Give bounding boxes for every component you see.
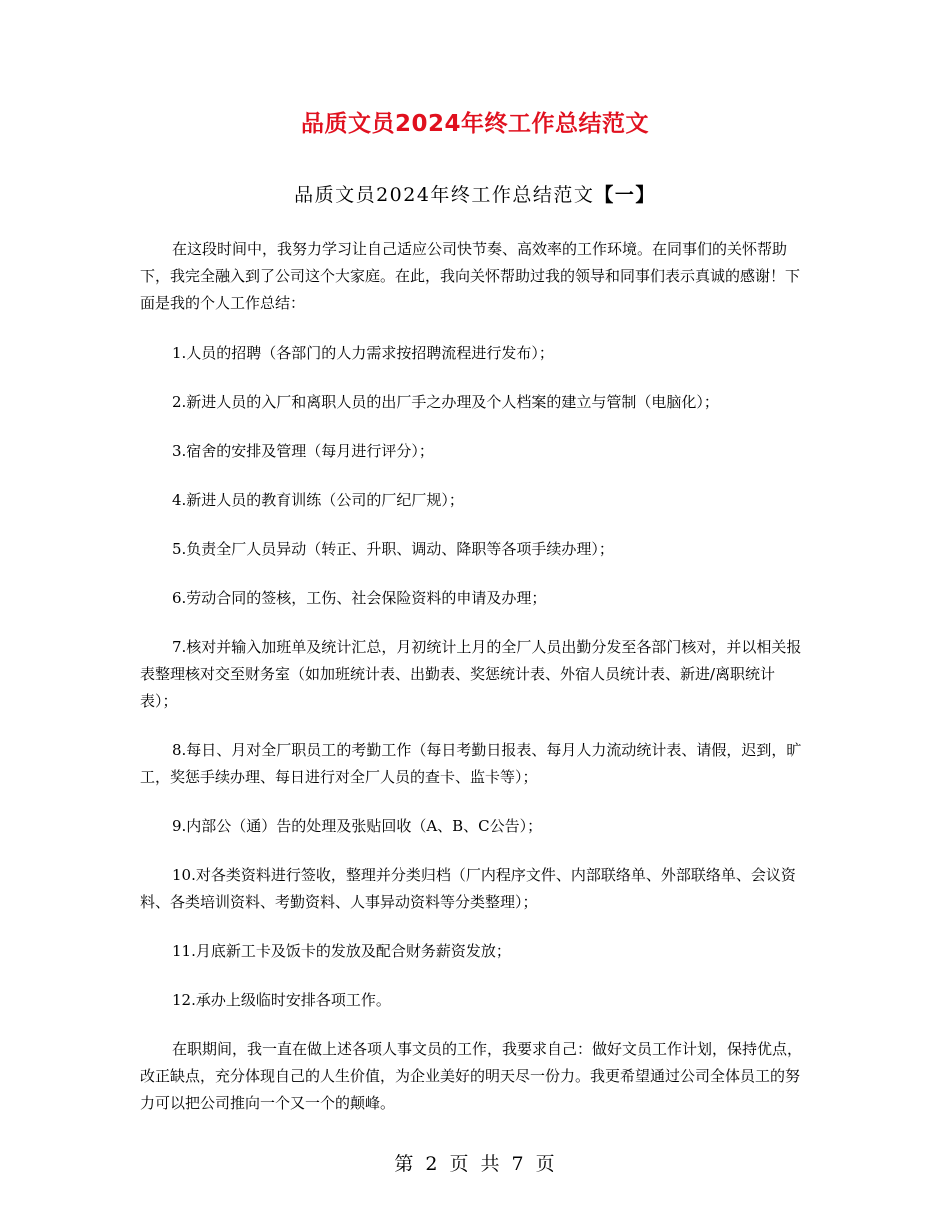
list-item-1: 1.人员的招聘（各部门的人力需求按招聘流程进行发布）； <box>172 344 554 362</box>
list-item-3: 3.宿舍的安排及管理（每月进行评分）； <box>172 442 434 460</box>
document-body <box>140 236 812 1139</box>
section-heading-number: 【一】 <box>594 184 656 206</box>
list-item-10: 10.对各类资料进行签收，整理并分类归档（厂内程序文件、内部联络单、外部联络单、会议资料、各类培训资料、考勤资料、人事异动资料等分类整理）； <box>140 866 796 911</box>
section-heading-text: 品质文员2024年终工作总结范文 <box>294 184 595 206</box>
page-number-footer: 第 2 页 共 7 页 <box>394 1153 556 1175</box>
closing-paragraph: 在职期间，我一直在做上述各项人事文员的工作，我要求自己：做好文员工作计划，保持优点，改正缺点，充分体现自己的人生价值，为企业美好的明天尽一份力。我更希望通过公司全体员工的努力可以把公司推向一个又一个的颠峰。 <box>140 1040 803 1112</box>
list-item-5: 5.负责全厂人员异动（转正、升职、调动、降职等各项手续办理）； <box>172 540 614 558</box>
list-item-12: 12.承办上级临时安排各项工作。 <box>172 991 391 1009</box>
list-item-7: 7.核对并输入加班单及统计汇总，月初统计上月的全厂人员出勤分发至各部门核对，并以相关报表整理核对交至财务室（如加班统计表、出勤表、奖惩统计表、外宿人员统计表、新进/离职统计表）； <box>140 638 802 710</box>
list-item-4: 4.新进人员的教育训练（公司的厂纪厂规）； <box>172 491 464 509</box>
list-item-8: 8.每日、月对全厂职员工的考勤工作（每日考勤日报表、每月人力流动统计表、请假，迟到，旷工，奖惩手续办理、每日进行对全厂人员的查卡、监卡等）； <box>140 741 802 786</box>
section-heading <box>0 180 950 210</box>
intro-paragraph: 在这段时间中，我努力学习让自己适应公司快节奏、高效率的工作环境。在同事们的关怀帮助下，我完全融入到了公司这个大家庭。在此，我向关怀帮助过我的领导和同事们表示真诚的感谢！下面是我的个人工作总结： <box>140 240 801 312</box>
list-item-9: 9.内部公（通）告的处理及张贴回收（A、B、C公告）； <box>172 817 543 835</box>
list-item-11: 11.月底新工卡及饭卡的发放及配合财务薪资发放； <box>172 942 511 960</box>
list-item-2: 2.新进人员的入厂和离职人员的出厂手之办理及个人档案的建立与管制（电脑化）； <box>172 393 719 411</box>
list-item-6: 6.劳动合同的签核，工伤、社会保险资料的申请及办理； <box>172 589 547 607</box>
document-title: 品质文员2024年终工作总结范文 <box>300 111 649 137</box>
